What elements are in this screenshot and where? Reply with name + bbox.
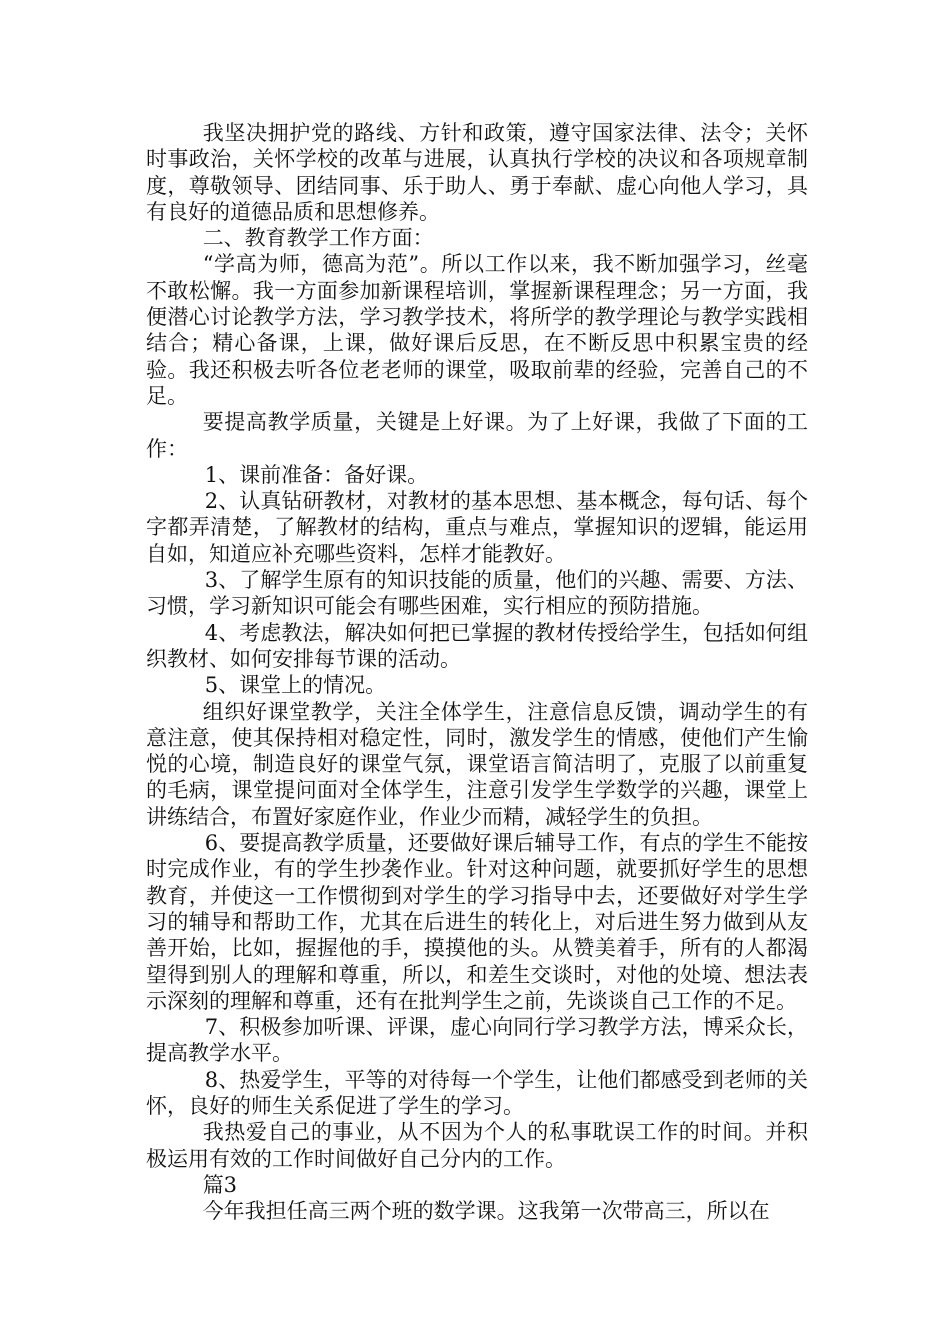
paragraph-classroom: 组织好课堂教学，关注全体学生，注意信息反馈，调动学生的有意注意，使其保持相对稳定性，同时，激发学生的情感，使他们产生愉悦的心境，制造良好的课堂气氛，课堂语言简洁明了，克服了以前重复的毛病，课堂提问面对全体学生，注意引发学生学数学的兴趣，课堂上讲练结合，布置好家庭作业，作业少而精，减轻学生的负担。: [146, 699, 808, 829]
list-item-7: 7、积极参加听课、评课，虚心向同行学习教学方法，博采众长，提高教学水平。: [146, 1015, 808, 1066]
list-item-8: 8、热爱学生，平等的对待每一个学生，让他们都感受到老师的关怀，良好的师生关系促进了学生的学习。: [146, 1067, 808, 1118]
list-item-6: 6、要提高教学质量，还要做好课后辅导工作，有点的学生不能按时完成作业，有的学生抄袭作业。针对这种问题，就要抓好学生的思想教育，并使这一工作惯彻到对学生的学习指导中去，还要做好对学生学习的辅导和帮助工作，尤其在后进生的转化上，对后进生努力做到从友善开始，比如，握握他的手，摸摸他的头。从赞美着手，所有的人都渴望得到别人的理解和尊重，所以，和差生交谈时，对他的处境、想法表示深刻的理解和尊重，还有在批判学生之前，先谈谈自己工作的不足。: [146, 831, 808, 1013]
section-heading-teaching: 二、教育教学工作方面：: [202, 226, 434, 251]
paragraph-part3-intro: 今年我担任高三两个班的数学课。这我第一次带高三，所以在: [202, 1199, 770, 1224]
paragraph-dedication: 我热爱自己的事业，从不因为个人的私事耽误工作的时间。并积极运用有效的工作时间做好自己分内的工作。: [146, 1120, 808, 1171]
list-item-2: 2、认真钻研教材，对教材的基本思想、基本概念，每句话、每个字都弄清楚，了解教材的结构，重点与难点，掌握知识的逻辑，能运用自如，知道应补充哪些资料，怎样才能教好。: [146, 489, 808, 566]
document-body: [146, 120, 808, 1224]
list-item-3: 3、了解学生原有的知识技能的质量，他们的兴趣、需要、方法、习惯，学习新知识可能会有哪些困难，实行相应的预防措施。: [146, 568, 808, 619]
section-label-part3: 篇3: [202, 1172, 238, 1197]
list-item-1: 1、课前准备：备好课。: [204, 462, 429, 487]
paragraph-political-stance: 我坚决拥护党的路线、方针和政策，遵守国家法律、法令；关怀时事政治，关怀学校的改革与进展，认真执行学校的决议和各项规章制度，尊敬领导、团结同事、乐于助人、勇于奉献、虚心向他人学习，具有良好的道德品质和思想修养。: [146, 121, 808, 224]
paragraph-learning: “学高为师，德高为范”。所以工作以来，我不断加强学习，丝毫不敢松懈。我一方面参加新课程培训，掌握新课程理念；另一方面，我便潜心讨论教学方法，学习教学技术，将所学的教学理论与教学实践相结合；精心备课，上课，做好课后反思，在不断反思中积累宝贵的经验。我还积极去听各位老老师的课堂，吸取前辈的经验，完善自己的不足。: [146, 252, 808, 408]
list-item-4: 4、考虑教法，解决如何把已掌握的教材传授给学生，包括如何组织教材、如何安排每节课的活动。: [146, 620, 808, 671]
list-item-5: 5、课堂上的情况。: [204, 673, 387, 698]
paragraph-quality: 要提高教学质量，关键是上好课。为了上好课，我做了下面的工作：: [146, 410, 808, 461]
